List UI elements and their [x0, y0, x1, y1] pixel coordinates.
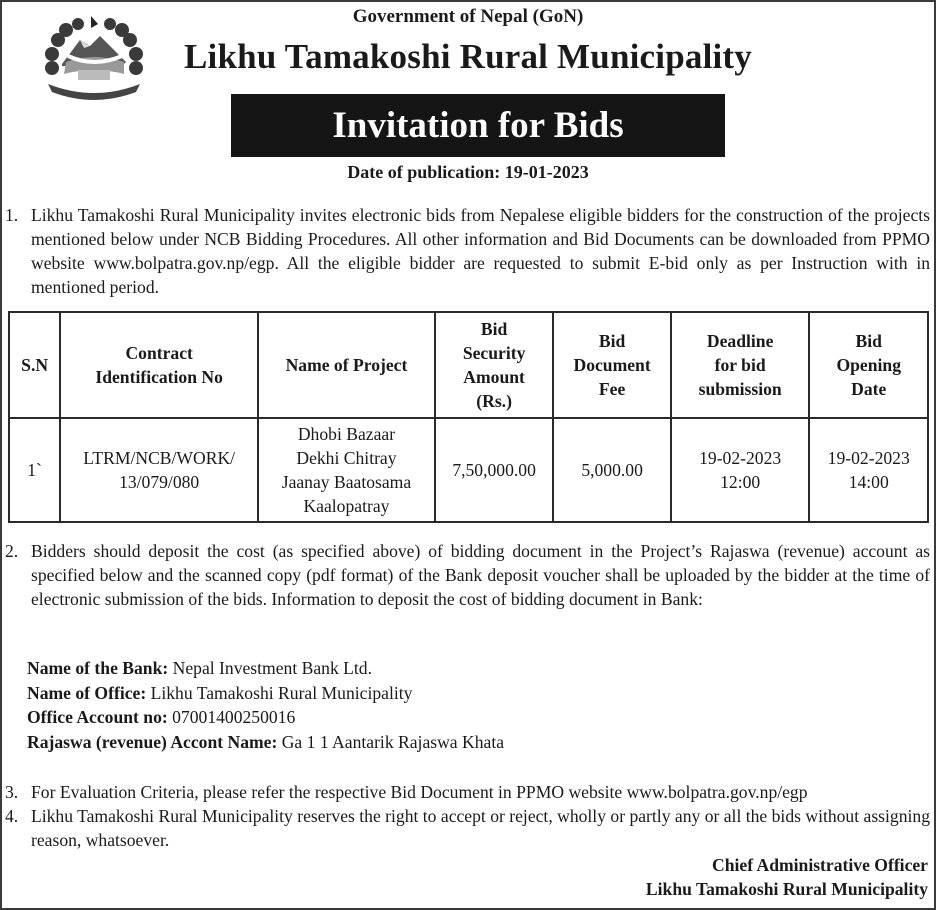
cell-contract-id: LTRM/NCB/WORK/ 13/079/080 — [60, 418, 258, 522]
government-line: Government of Nepal (GoN) — [352, 6, 584, 27]
cell-document-fee: 5,000.00 — [553, 418, 671, 522]
paragraph-text: Likhu Tamakoshi Rural Municipality reserves the right to accept or reject, wholly or partly any or all the bids without assigning reason, whatsoever. — [31, 806, 930, 850]
bids-table — [8, 311, 929, 523]
header-deadline: Deadline for bid submission — [671, 312, 810, 418]
cell-bid-security: 7,50,000.00 — [435, 418, 554, 522]
cell-sn: 1` — [9, 418, 60, 522]
paragraph-number: 2. — [5, 541, 19, 561]
municipality-title: Likhu Tamakoshi Rural Municipality — [184, 37, 752, 76]
account-name-row: Rajaswa (revenue) Accont Name: Ga 1 1 Aantarik Rajaswa Khata — [27, 731, 505, 752]
nepal-emblem-icon — [38, 12, 150, 104]
paragraph-1 — [5, 203, 930, 299]
publication-date: Date of publication: 19-01-2023 — [347, 162, 589, 182]
cell-opening-date: 19-02-2023 14:00 — [809, 418, 928, 522]
header-document-fee: Bid Document Fee — [553, 312, 671, 418]
bank-info — [27, 656, 504, 754]
signatory-title: Chief Administrative Officer — [712, 855, 928, 875]
paragraph-2 — [5, 539, 930, 611]
header-sn: S.N — [9, 312, 60, 418]
paragraph-4 — [5, 804, 930, 852]
paragraph-number: 4. — [5, 806, 19, 826]
header-project-name: Name of Project — [258, 312, 435, 418]
signature-block — [646, 853, 928, 901]
header-contract-id: Contract Identification No — [60, 312, 258, 418]
paragraph-text: For Evaluation Criteria, please refer the respective Bid Document in PPMO website www.bolpatra.gov.np/egp — [31, 782, 808, 802]
bank-name-row: Name of the Bank: Nepal Investment Bank Ltd. — [27, 658, 372, 678]
paragraph-text: Bidders should deposit the cost (as specified above) of bidding document in the Project’s Rajaswa (revenue) account as specified below and the scanned copy (pdf format) of the Bank deposit voucher shall be uploaded by the bidder at the time of electronic submission of the bids. Information to deposit the cost of bidding document in Bank: — [31, 541, 930, 609]
signatory-office: Likhu Tamakoshi Rural Municipality — [645, 879, 928, 899]
paragraph-number: 3. — [5, 782, 19, 802]
paragraph-text: Likhu Tamakoshi Rural Municipality invites electronic bids from Nepalese eligible bidders for the construction of the projects mentioned below under NCB Bidding Procedures. All other information and Bid Documents can be downloaded from PPMO website www.bolpatra.gov.np/egp. All the eligible bidder are requested to submit E-bid only as per Instruction with in mentioned period. — [31, 205, 930, 297]
cell-project-name: Dhobi Bazaar Dekhi Chitray Jaanay Baatosama Kaalopatray — [258, 418, 435, 522]
notice-title-banner: Invitation for Bids — [231, 94, 725, 157]
paragraph-number: 1. — [5, 205, 19, 225]
header-bid-security: Bid Security Amount (Rs.) — [435, 312, 554, 418]
table-header-row — [9, 312, 928, 418]
office-name-row: Name of Office: Likhu Tamakoshi Rural Municipality — [27, 682, 413, 703]
table-row — [9, 418, 928, 522]
header-opening-date: Bid Opening Date — [809, 312, 928, 418]
paragraph-3 — [5, 780, 930, 804]
account-number-row: Office Account no: 07001400250016 — [27, 707, 296, 727]
cell-deadline: 19-02-2023 12:00 — [671, 418, 810, 522]
